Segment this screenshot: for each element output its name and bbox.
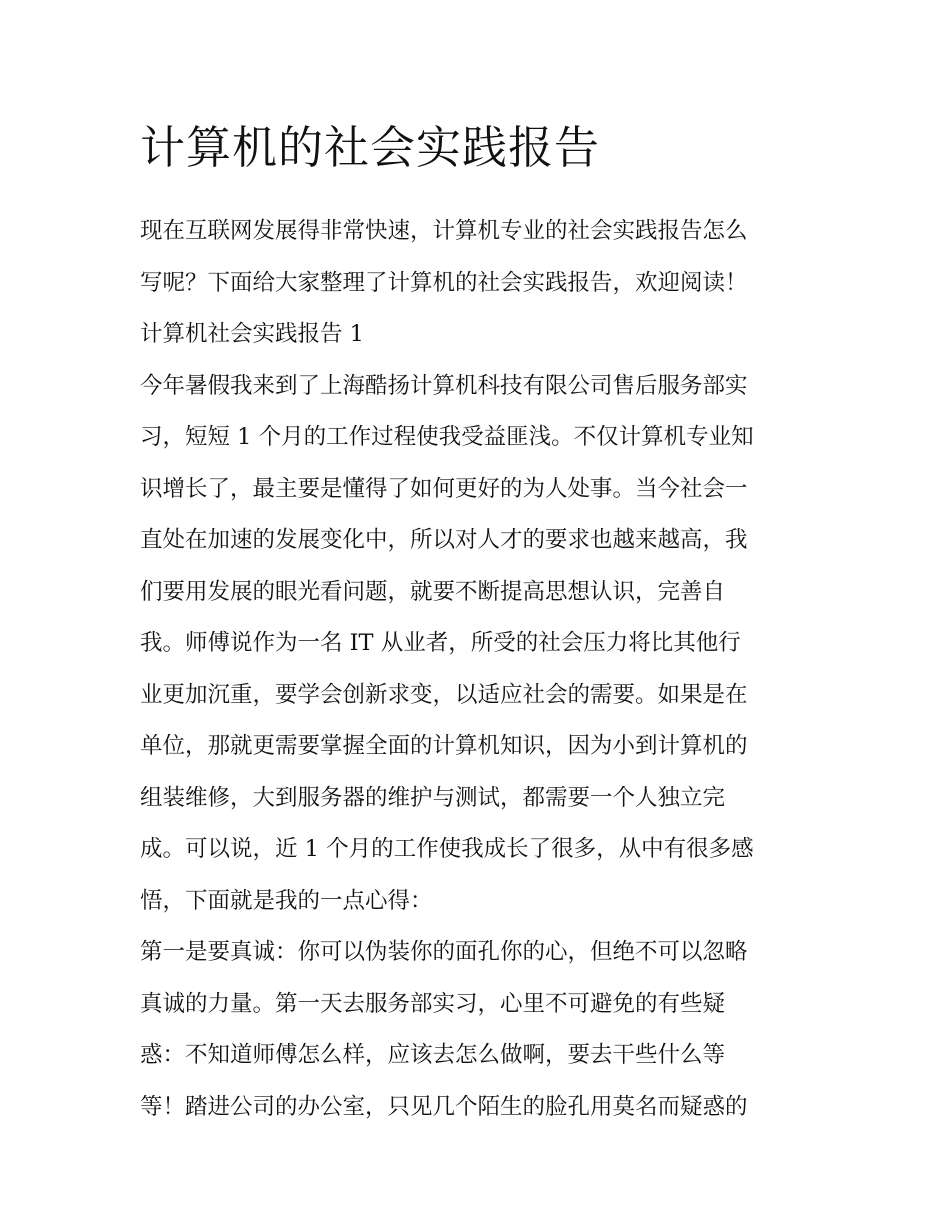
text-line: 业更加沉重，要学会创新求变，以适应社会的需要。如果是在 <box>140 681 748 708</box>
text-line: 写呢？下面给大家整理了计算机的社会实践报告，欢迎阅读！ <box>140 269 748 296</box>
text-line: 组装维修，大到服务器的维护与测试，都需要一个人独立完 <box>140 784 726 811</box>
text-line: 识增长了，最主要是懂得了如何更好的为人处事。当今社会一 <box>140 475 748 502</box>
text-line: 真诚的力量。第一天去服务部实习，心里不可避免的有些疑 <box>140 990 726 1017</box>
document-title: 计算机的社会实践报告 <box>140 121 601 174</box>
text-line: 惑：不知道师傅怎么样，应该去怎么做啊，要去干些什么等 <box>140 1042 726 1068</box>
section-heading: 计算机社会实践报告 1 <box>140 321 364 347</box>
document-body <box>140 206 820 1133</box>
text-line: 成。可以说，近 1 个月的工作使我成长了很多，从中有很多感 <box>140 836 754 862</box>
text-line: 现在互联网发展得非常快速，计算机专业的社会实践报告怎么 <box>140 218 748 244</box>
text-line: 单位，那就更需要掌握全面的计算机知识，因为小到计算机的 <box>140 733 748 759</box>
text-line: 悟，下面就是我的一点心得： <box>140 887 433 914</box>
text-line: 我。师傅说作为一名 IT 从业者，所受的社会压力将比其他行 <box>140 630 741 656</box>
text-line: 今年暑假我来到了上海酷扬计算机科技有限公司售后服务部实 <box>140 372 748 399</box>
text-line: 第一是要真诚：你可以伪装你的面孔你的心，但绝不可以忽略 <box>140 939 748 965</box>
text-line: 们要用发展的眼光看问题，就要不断提高思想认识，完善自 <box>140 578 726 605</box>
text-line: 直处在加速的发展变化中，所以对人才的要求也越来越高，我 <box>140 527 748 553</box>
text-line: 习，短短 1 个月的工作过程使我受益匪浅。不仅计算机专业知 <box>140 424 754 450</box>
document-content <box>140 117 820 1133</box>
text-line: 等！踏进公司的办公室，只见几个陌生的脸孔用莫名而疑惑的 <box>140 1093 748 1120</box>
